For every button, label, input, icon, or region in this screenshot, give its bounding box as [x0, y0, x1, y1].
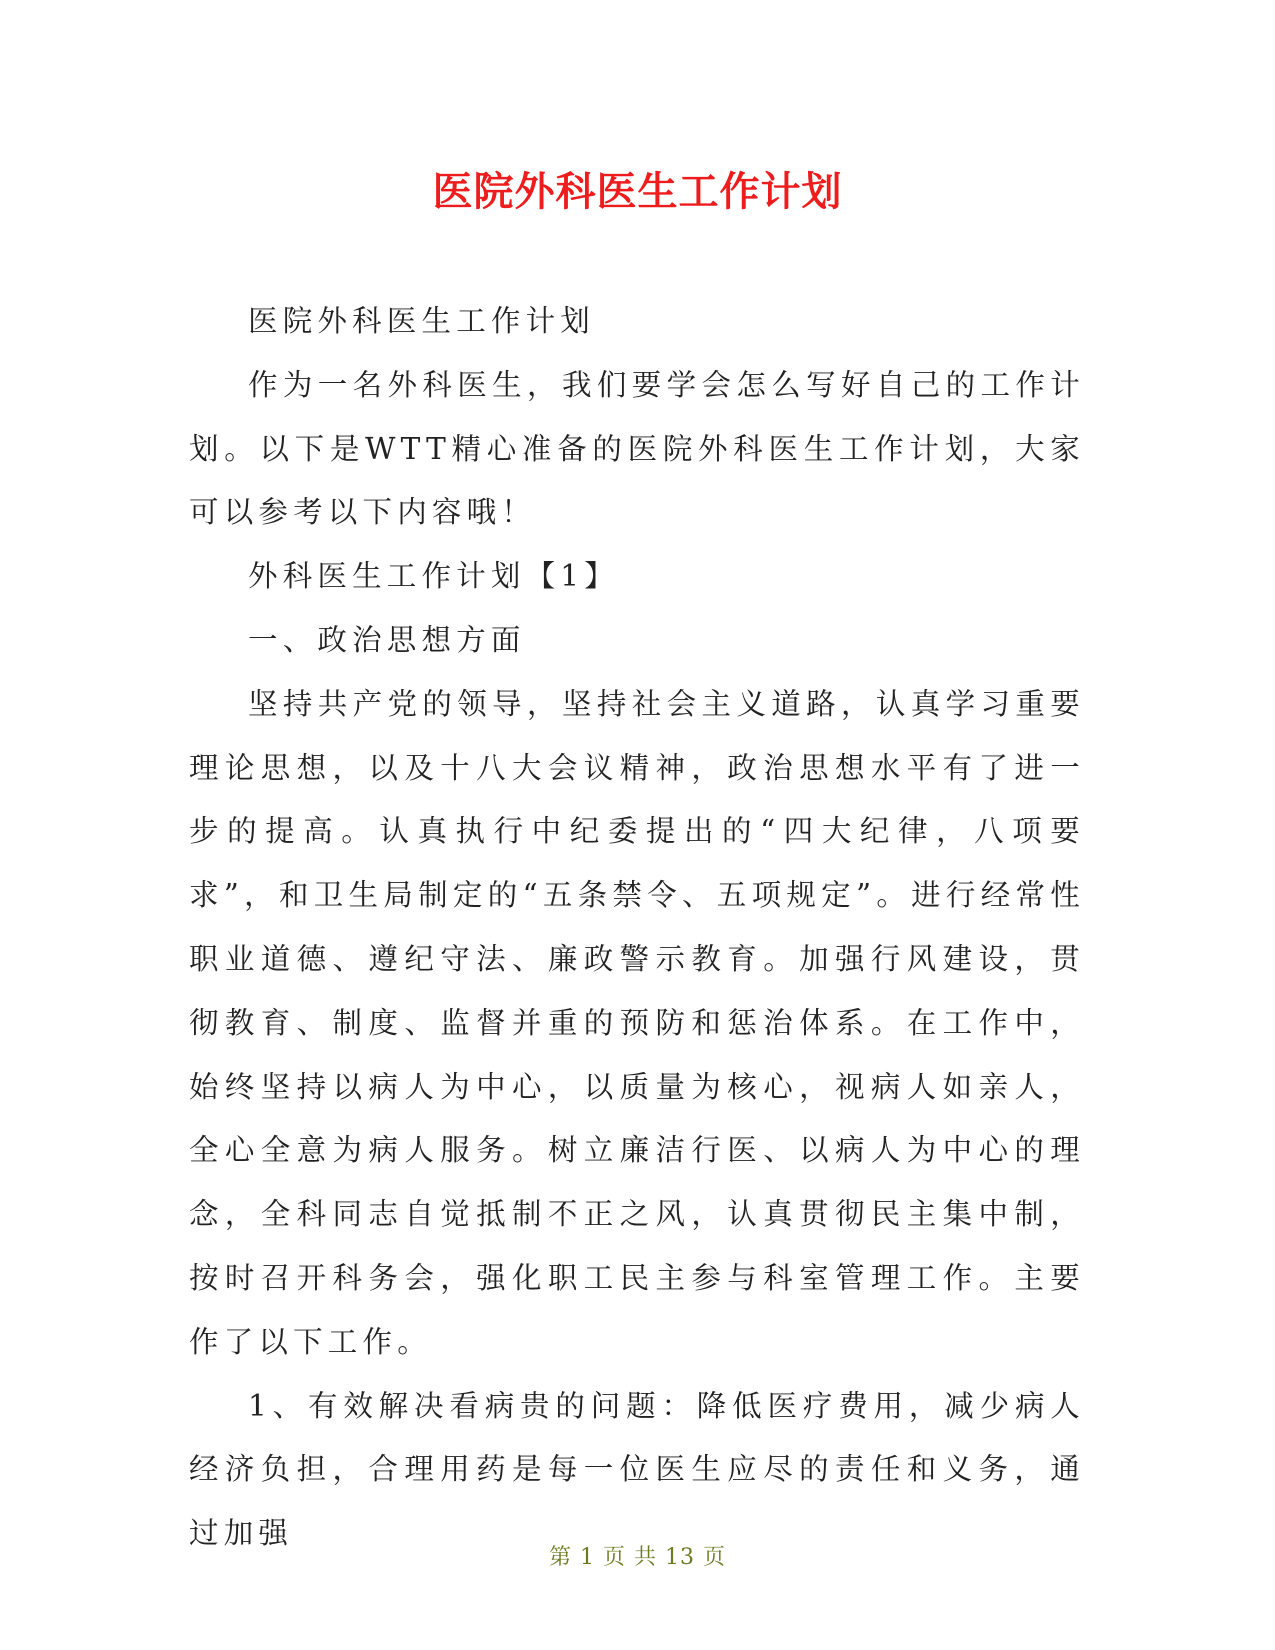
page-footer: 第 1 页 共 13 页 [549, 1545, 726, 1570]
document-title: 医院外科医生工作计划 [432, 169, 843, 215]
paragraph-subheading: 一、政治思想方面 [248, 622, 526, 657]
paragraph-intro: 作为一名外科医生，我们要学会怎么写好自己的工作计划。以下是WTT精心准备的医院外科医生工作计划，大家可以参考以下内容哦！ [189, 367, 1085, 530]
document-body [189, 290, 1085, 1566]
paragraph-item-1: 1、有效解决看病贵的问题：降低医疗费用，减少病人经济负担，合理用药是每一位医生应尽的责任和义务，通过加强 [189, 1388, 1085, 1551]
paragraph-body: 坚持共产党的领导，坚持社会主义道路，认真学习重要理论思想，以及十八大会议精神，政治思想水平有了进一步的提高。认真执行中纪委提出的“四大纪律，八项要求”，和卫生局制定的“五条禁令、五项规定”。进行经常性职业道德、遵纪守法、廉政警示教育。加强行风建设，贯彻教育、制度、监督并重的预防和惩治体系。在工作中，始终坚持以病人为中心，以质量为核心，视病人如亲人，全心全意为病人服务。树立廉洁行医、以病人为中心的理念，全科同志自觉抵制不正之风，认真贯彻民主集中制，按时召开科务会，强化职工民主参与科室管理工作。主要作了以下工作。 [189, 686, 1085, 1359]
paragraph-section-title: 外科医生工作计划【1】 [248, 559, 619, 594]
paragraph-heading: 医院外科医生工作计划 [248, 304, 596, 338]
